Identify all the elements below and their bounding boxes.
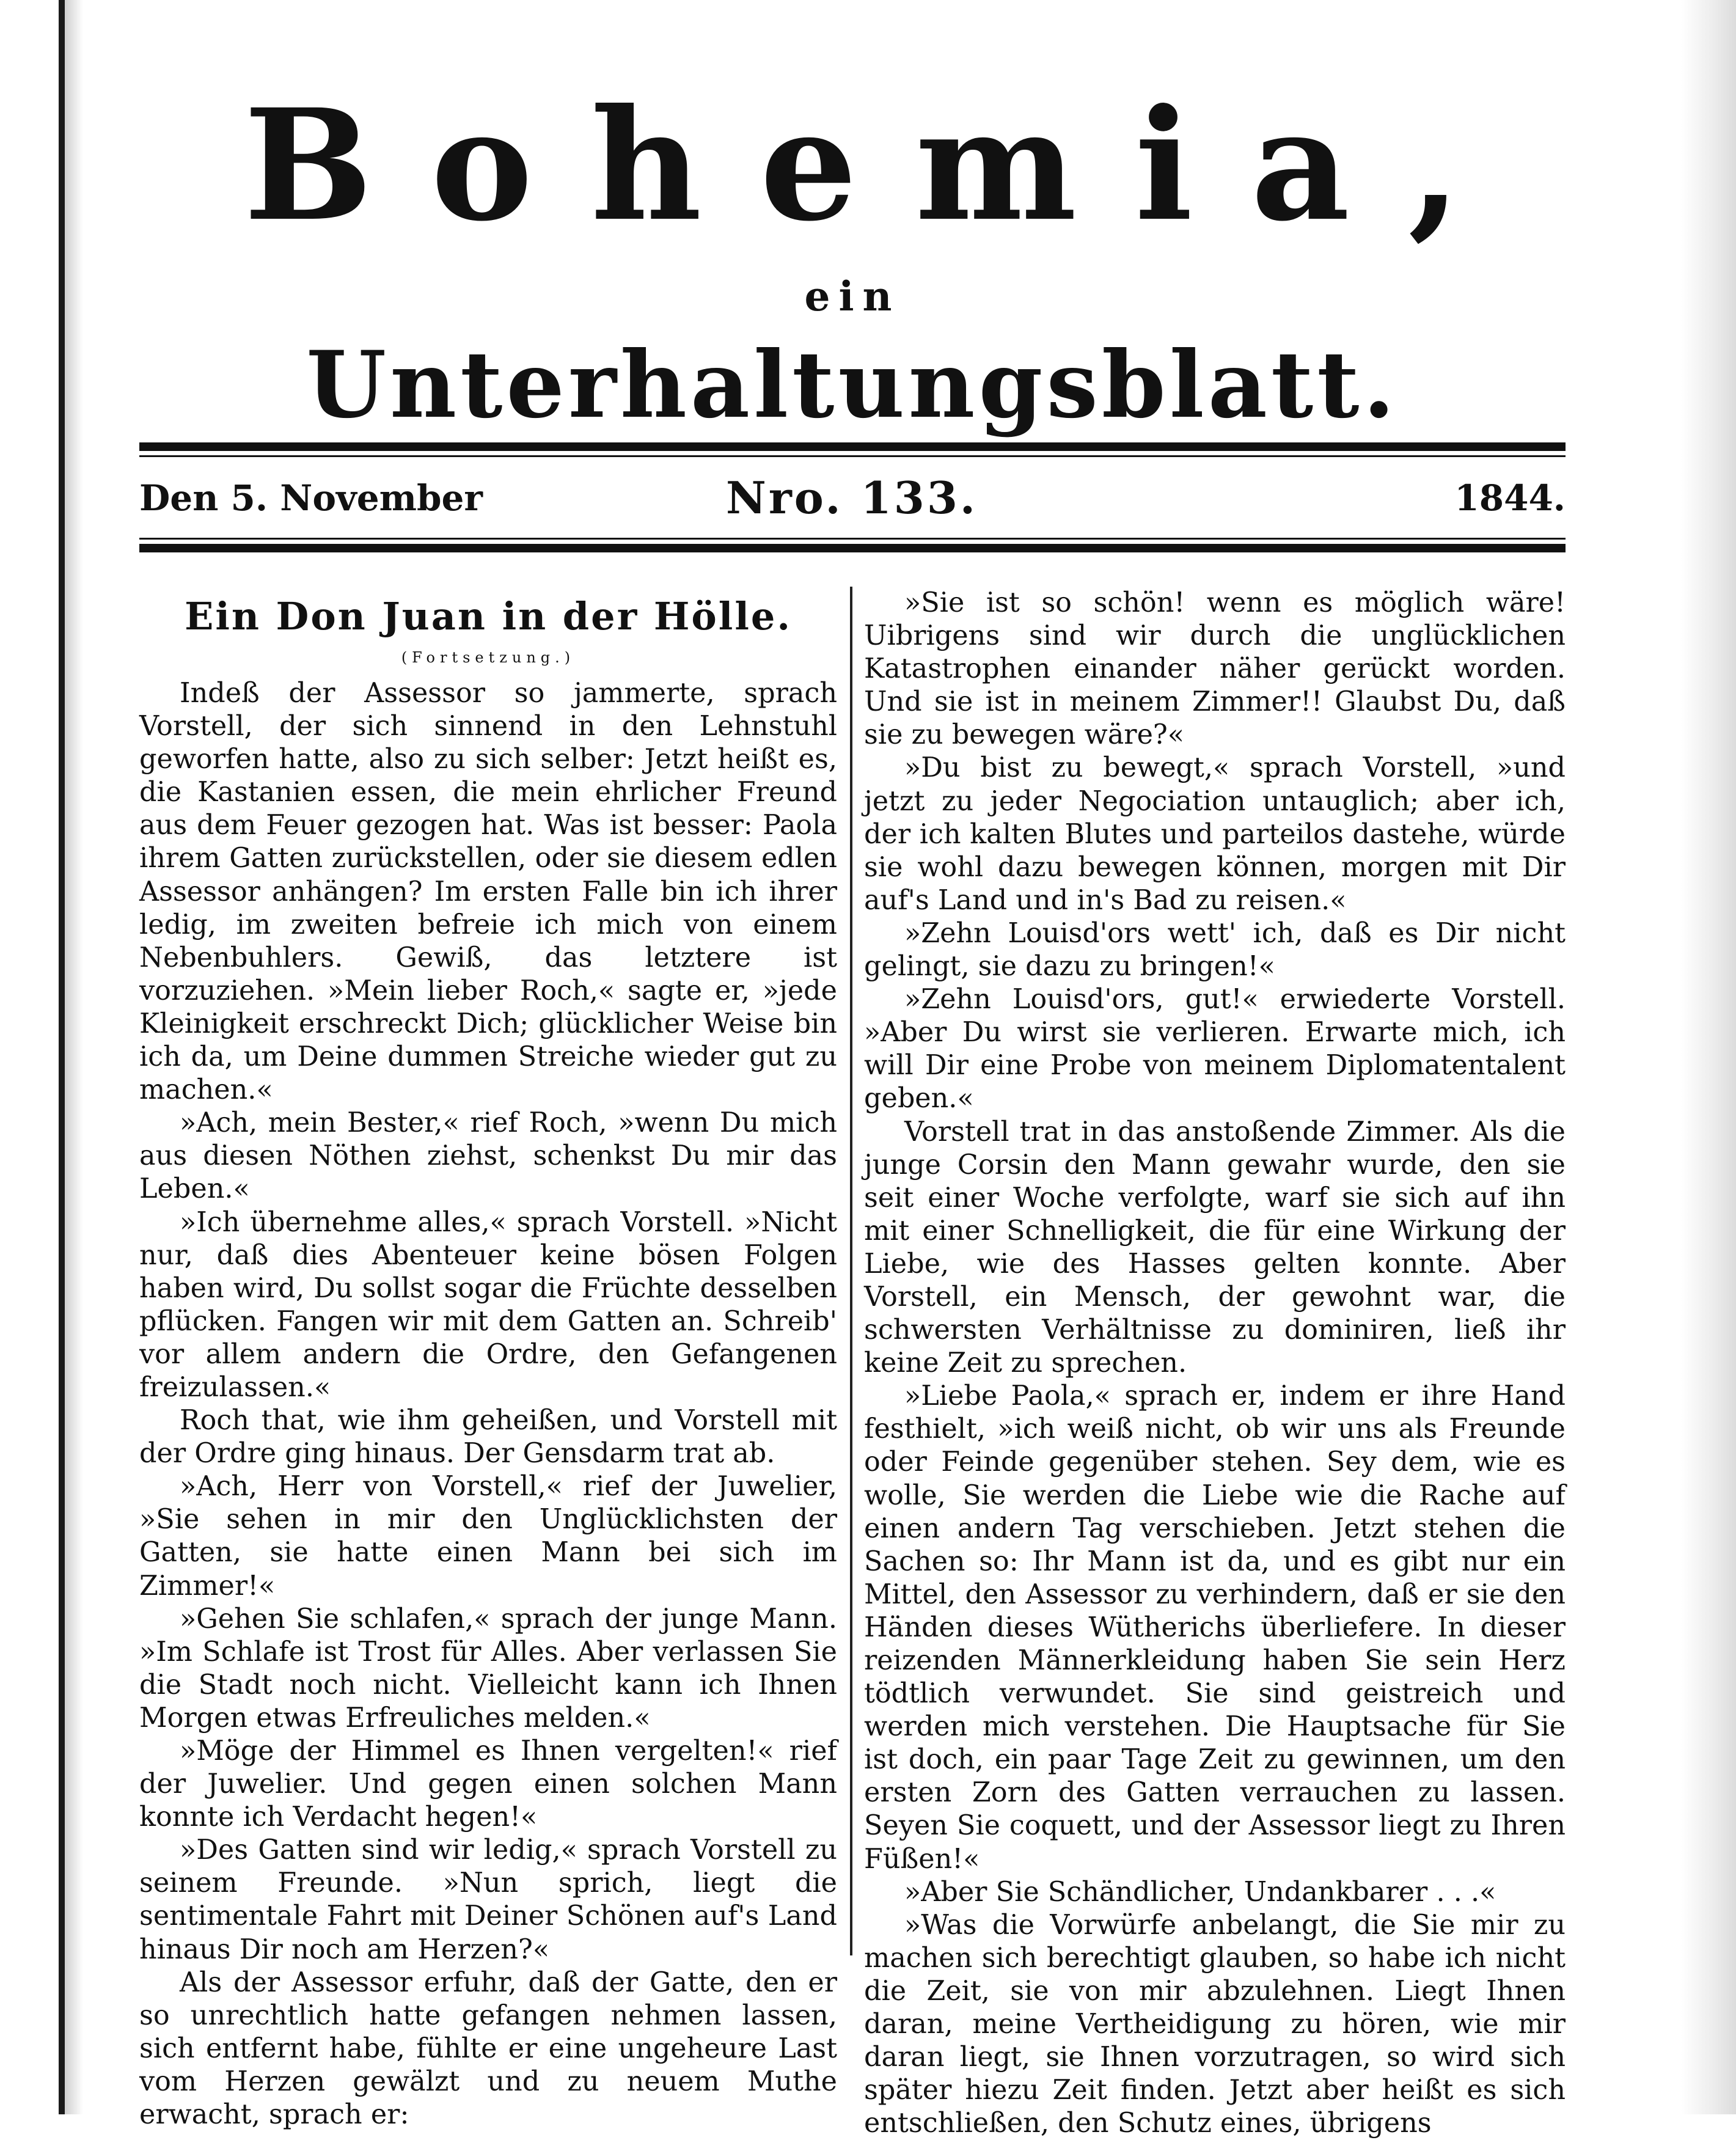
paragraph: »Sie ist so schön! wenn es möglich wäre! Uibrigens sind wir durch die unglücklichen Katastrophen einander näher gerückt worden. Und sie ist in meinem Zimmer!! Glaubst Du, daß sie zu bewegen wäre?« [864, 587, 1566, 751]
paragraph: »Ach, Herr von Vorstell,« rief der Juwelier, »Sie sehen in mir den Unglücklichsten der Gatten, sie hatte einen Mann bei sich im Zimmer!« [139, 1471, 837, 1602]
newspaper-title: Bohemia, [243, 75, 1520, 255]
paragraph: »Zehn Louisd'ors wett' ich, daß es Dir nicht gelingt, sie dazu zu bringen!« [864, 917, 1566, 983]
article-column-left [139, 587, 837, 2131]
paragraph: Vorstell trat in das anstoßende Zimmer. Als die junge Corsin den Mann gewahr wurde, den sie seit einer Woche verfolgte, warf sie sich auf ihn mit einer Schnelligkeit, die für eine Wirkung der Liebe, wie des Hasses gelten konnte. Aber Vorstell, ein Mensch, der gewohnt war, die schwersten Verhältnisse zu dominiren, ließ ihr keine Zeit zu sprechen. [864, 1116, 1566, 1379]
page-gutter [0, 0, 65, 2114]
column-divider [850, 587, 852, 1955]
paragraph: »Gehen Sie schlafen,« sprach der junge Mann. »Im Schlafe ist Trost für Alles. Aber verlassen Sie die Stadt noch nicht. Vielleicht kann ich Ihnen Morgen etwas Erfreuliches melden.« [139, 1603, 837, 1734]
article-column-right [864, 587, 1566, 2139]
binding-shadow [65, 0, 83, 2114]
paragraph: »Zehn Louisd'ors, gut!« erwiederte Vorstell. »Aber Du wirst sie verlieren. Erwarte mich, ich will Dir eine Probe von meinem Diplomatentalent geben.« [864, 984, 1566, 1115]
dateline-rule-thin [139, 538, 1566, 540]
paragraph: Indeß der Assessor so jammerte, sprach Vorstell, der sich sinnend in den Lehnstuhl geworfen hatte, also zu sich selber: Jetzt heißt es, die Kastanien essen, die mein ehrlicher Freund aus dem Feuer gezogen hat. Was ist besser: Paola ihrem Gatten zurückstellen, oder sie diesem edlen Assessor anhängen? Im ersten Falle bin ich ihrer ledig, im zweiten befreie ich mich von einem Nebenbuhlers. Gewiß, das letztere ist vorzuziehen. »Mein lieber Roch,« sagte er, »jede Kleinigkeit erschreckt Dich; glücklicher Weise bin ich da, um Deine dummen Streiche wieder gut zu machen.« [139, 678, 837, 1106]
masthead [141, 73, 1564, 440]
paragraph: »Ich übernehme alles,« sprach Vorstell. »Nicht nur, daß dies Abenteuer keine bösen Folgen haben wird, Du sollst sogar die Früchte desselben pflücken. Fangen wir mit dem Gatten an. Schreib' vor allem andern die Ordre, den Gefangenen freizulassen.« [139, 1206, 837, 1403]
dateline-rule-bottom [139, 544, 1566, 552]
paragraph: »Des Gatten sind wir ledig,« sprach Vorstell zu seinem Freunde. »Nun sprich, liegt die sentimentale Fahrt mit Deiner Schönen auf's Land hinaus Dir noch am Herzen?« [139, 1834, 837, 1965]
paragraph: »Ach, mein Bester,« rief Roch, »wenn Du mich aus diesen Nöthen ziehst, schenkst Du mir das Leben.« [139, 1107, 837, 1205]
newspaper-title-connector: ein [804, 273, 901, 320]
issue-number: Nro. 133. [726, 472, 978, 524]
paragraph: »Was die Vorwürfe anbelangt, die Sie mir zu machen sich berechtigt glauben, so habe ich nicht die Zeit, sie von mir abzulehnen. Liegt Ihnen daran, meine Vertheidigung zu hören, wie mir daran liegt, sie Ihnen vorzutragen, so wird sich später hiezu Zeit finden. Jetzt aber heißt es sich entschließen, den Schutz eines, übrigens [864, 1909, 1566, 2139]
article-title: Ein Don Juan in der Hölle. [185, 594, 792, 639]
paragraph: »Möge der Himmel es Ihnen vergelten!« rief der Juwelier. Und gegen einen solchen Mann konnte ich Verdacht hegen!« [139, 1735, 837, 1833]
issue-dateline [139, 471, 1566, 526]
issue-date: Den 5. November [139, 477, 483, 519]
paragraph: Als der Assessor erfuhr, daß der Gatte, den er so unrechtlich hatte gefangen nehmen lassen, sich entfernt habe, fühlte er eine ungeheure Last vom Herzen gewälzt und zu neuem Muthe erwacht, sprach er: [139, 1966, 837, 2131]
page-edge [1681, 0, 1736, 2114]
newspaper-subtitle: Unterhaltungsblatt. [306, 331, 1399, 439]
masthead-rule-top [139, 442, 1566, 451]
masthead-rule-top-thin [139, 455, 1566, 457]
paragraph: »Liebe Paola,« sprach er, indem er ihre Hand festhielt, »ich weiß nicht, ob wir uns als Freunde oder Feinde gegenüber stehen. Sey dem, wie es wolle, Sie werden die Liebe wie die Rache auf einen andern Tag verschieben. Jetzt stehen die Sachen so: Ihr Mann ist da, und es gibt nur ein Mittel, den Assessor zu verhindern, daß er sie den Händen dieses Wütherichs überliefere. In dieser reizenden Männerkleidung haben Sie sein Herz tödtlich verwundet. Sie sind geistreich und werden mich verstehen. Die Hauptsache für Sie ist doch, ein paar Tage Zeit zu gewinnen, um den ersten Zorn des Gatten verrauchen zu lassen. Seyen Sie coquett, und der Assessor liegt zu Ihren Füßen!« [864, 1380, 1566, 1875]
paragraph: Roch that, wie ihm geheißen, und Vorstell mit der Ordre ging hinaus. Der Gensdarm trat ab. [139, 1405, 837, 1470]
issue-year: 1844. [1454, 477, 1566, 519]
paragraph: »Du bist zu bewegt,« sprach Vorstell, »und jetzt zu jeder Negociation untauglich; aber ich, der ich kalten Blutes und parteilos dastehe, würde sie wohl dazu bewegen können, morgen mit Dir auf's Land und in's Bad zu reisen.« [864, 752, 1566, 916]
paragraph: »Aber Sie Schändlicher, Undankbarer . . .« [904, 1876, 1496, 1908]
article-continuation-note: (Fortsetzung.) [401, 649, 576, 666]
